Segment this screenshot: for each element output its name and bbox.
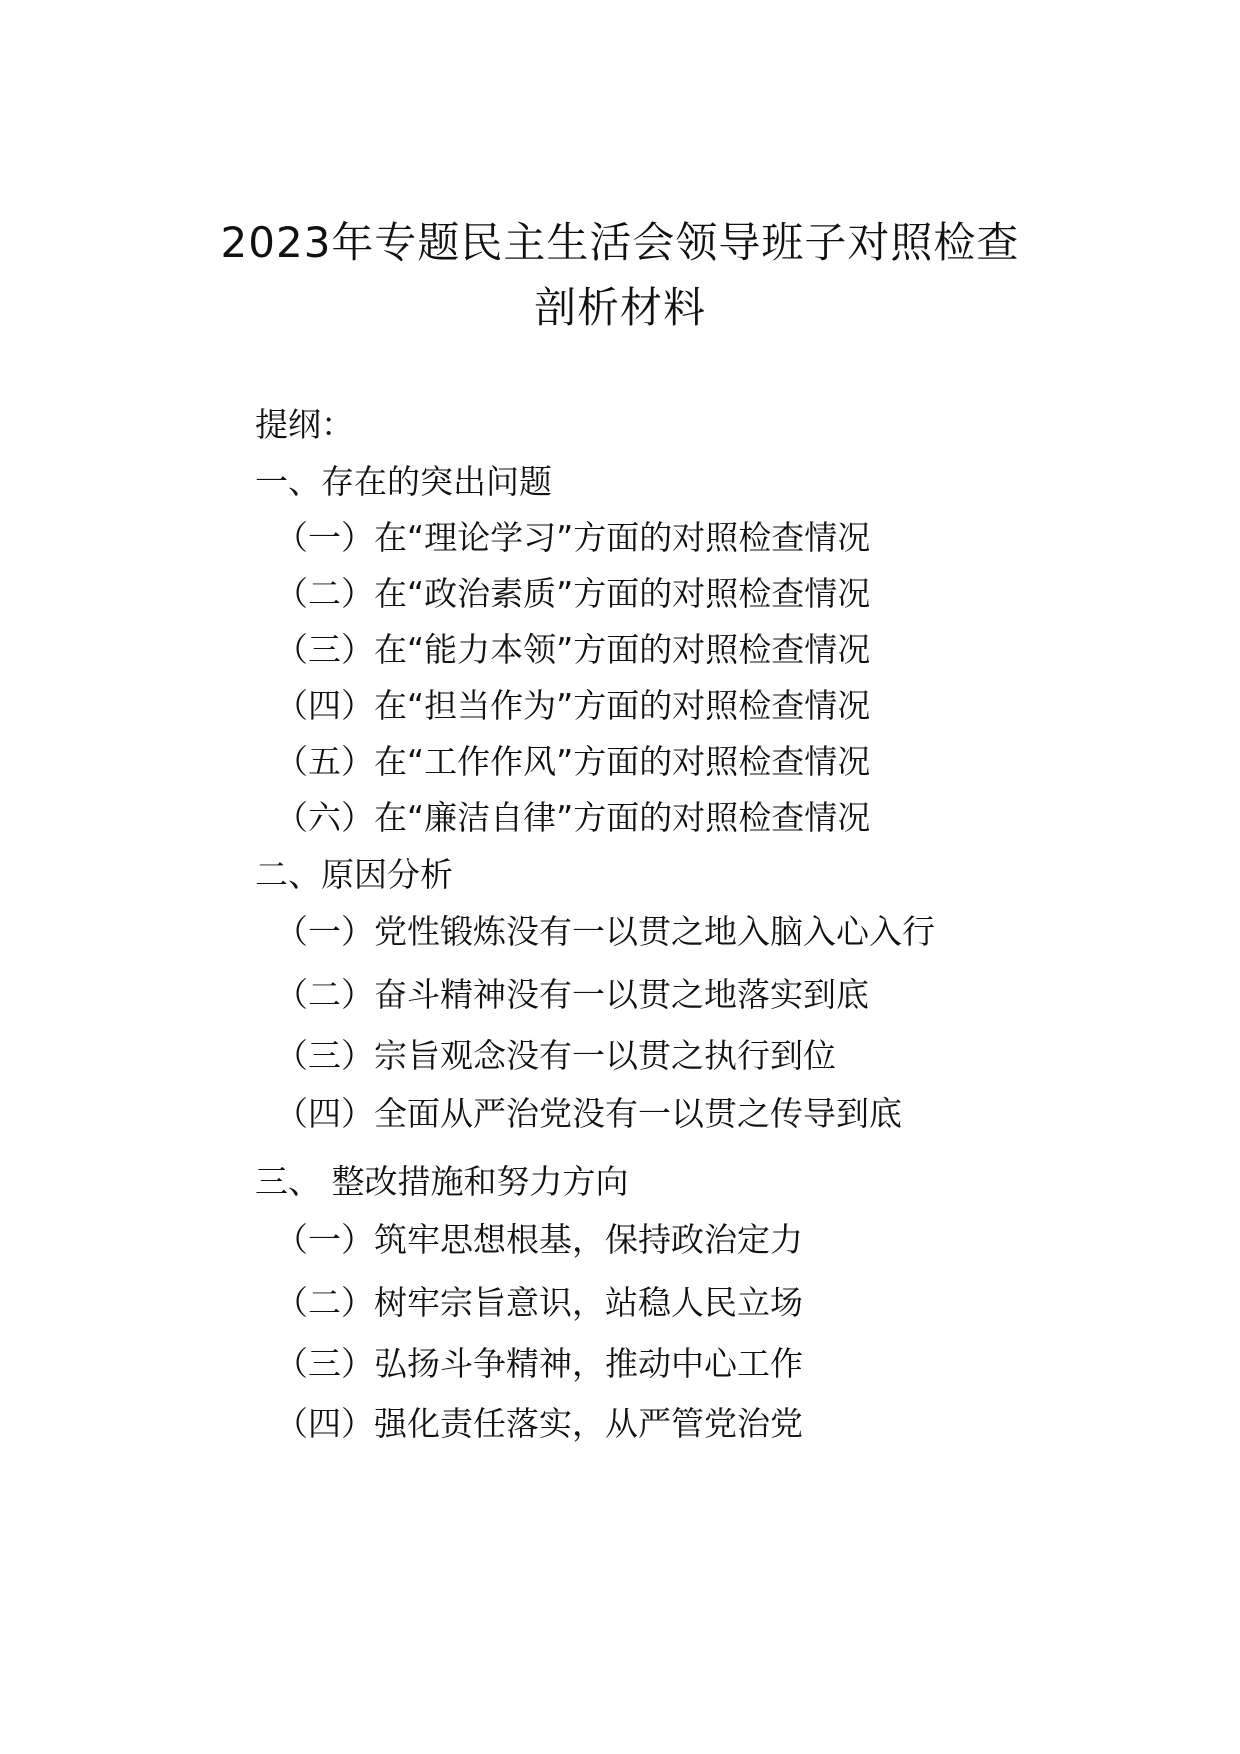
outline-item: （三）宗旨观念没有一以贯之执行到位	[275, 1036, 836, 1075]
section-heading-problems: 一、存在的突出问题	[255, 462, 552, 501]
outline-item: （三）弘扬斗争精神，推动中心工作	[275, 1344, 803, 1383]
outline-item: （一）在“理论学习”方面的对照检查情况	[275, 518, 871, 557]
outline-item: （一）党性锻炼没有一以贯之地入脑入心入行	[275, 912, 935, 951]
outline-item: （二）在“政治素质”方面的对照检查情况	[275, 574, 871, 613]
outline-label: 提纲：	[255, 405, 354, 444]
outline-item: （四）在“担当作为”方面的对照检查情况	[275, 686, 871, 725]
section-heading-causes: 二、原因分析	[255, 855, 453, 894]
document-title-line-1: 2023年专题民主生活会领导班子对照检查	[220, 218, 1020, 267]
outline-item: （三）在“能力本领”方面的对照检查情况	[275, 630, 871, 669]
outline-item: （四）全面从严治党没有一以贯之传导到底	[275, 1094, 902, 1133]
document-title-line-2: 剖析材料	[533, 283, 706, 332]
outline-item: （五）在“工作作风”方面的对照检查情况	[275, 742, 871, 781]
outline-item: （二）奋斗精神没有一以贯之地落实到底	[275, 975, 869, 1014]
outline-item: （二）树牢宗旨意识，站稳人民立场	[275, 1283, 803, 1322]
section-heading-measures: 三、 整改措施和努力方向	[255, 1162, 629, 1201]
outline-item: （一）筑牢思想根基，保持政治定力	[275, 1220, 803, 1259]
outline-item: （四）强化责任落实，从严管党治党	[275, 1404, 803, 1443]
outline-item: （六）在“廉洁自律”方面的对照检查情况	[275, 798, 871, 837]
